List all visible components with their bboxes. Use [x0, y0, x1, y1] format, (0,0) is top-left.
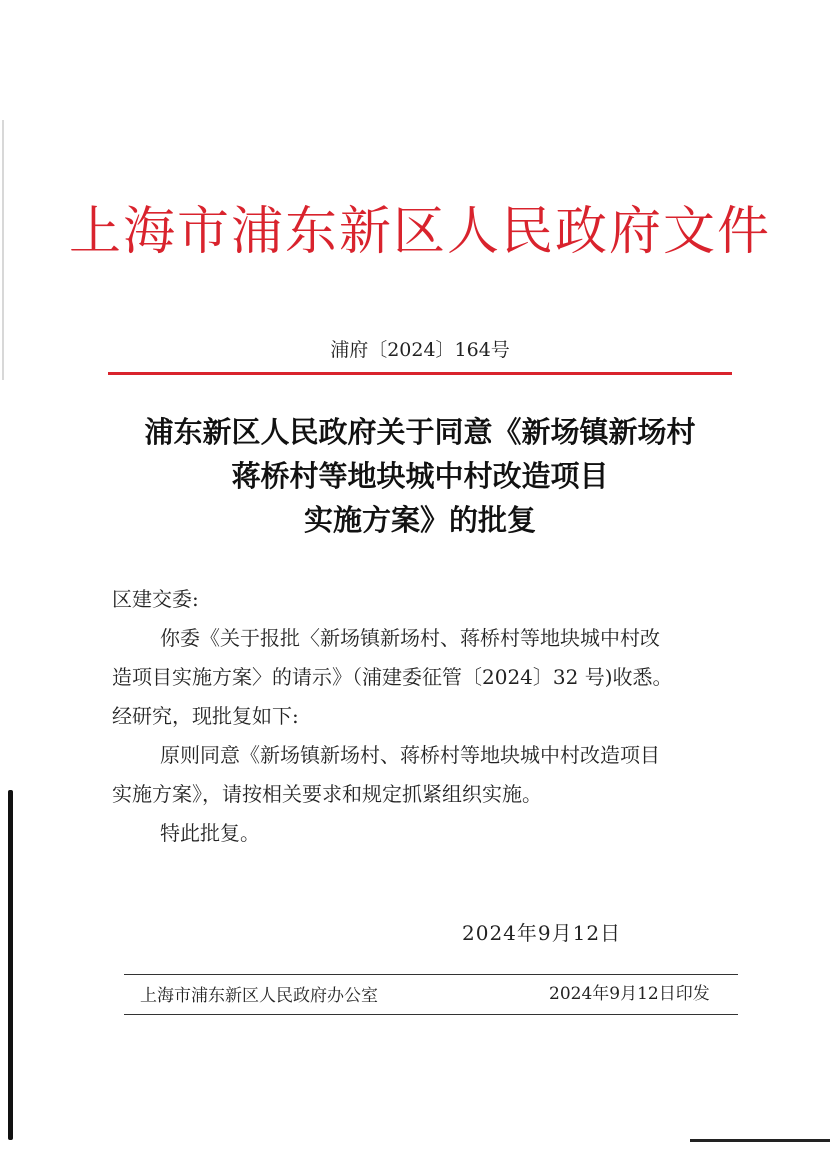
footer-issuer: 上海市浦东新区人民政府办公室: [140, 986, 378, 1006]
agency-header-title: 上海市浦东新区人民政府文件: [68, 202, 771, 262]
title-line: 浦东新区人民政府关于同意《新场镇新场村: [144, 415, 696, 449]
addressee: 区建交委:: [112, 587, 199, 611]
title-line: 实施方案》的批复: [303, 503, 536, 537]
red-divider-line: [108, 372, 732, 375]
footer-divider-bottom: [124, 1014, 738, 1015]
body-line: 实施方案》，请按相关要求和规定抓紧组织实施。: [112, 782, 542, 806]
body-line: 你委《关于报批〈新场镇新场村、蒋桥村等地块城中村改: [160, 626, 660, 650]
footer-issue-date: 2024年9月12日印发: [549, 984, 710, 1004]
document-number: 浦府〔2024〕164号: [330, 339, 510, 361]
document-body: [112, 580, 732, 853]
closing-line: 特此批复。: [160, 821, 260, 845]
footer-divider-top: [124, 974, 738, 975]
scan-edge-artifact: [8, 790, 13, 1140]
signature-date: 2024年9月12日: [462, 921, 622, 945]
body-line: 造项目实施方案〉的请示》（浦建委征管〔2024〕32 号)收悉。: [112, 665, 673, 689]
scan-edge-artifact: [690, 1139, 830, 1142]
document-title: [0, 410, 840, 542]
body-line: 经研究，现批复如下:: [112, 704, 299, 728]
title-line: 蒋桥村等地块城中村改造项目: [231, 459, 609, 493]
body-line: 原则同意《新场镇新场村、蒋桥村等地块城中村改造项目: [160, 743, 660, 767]
